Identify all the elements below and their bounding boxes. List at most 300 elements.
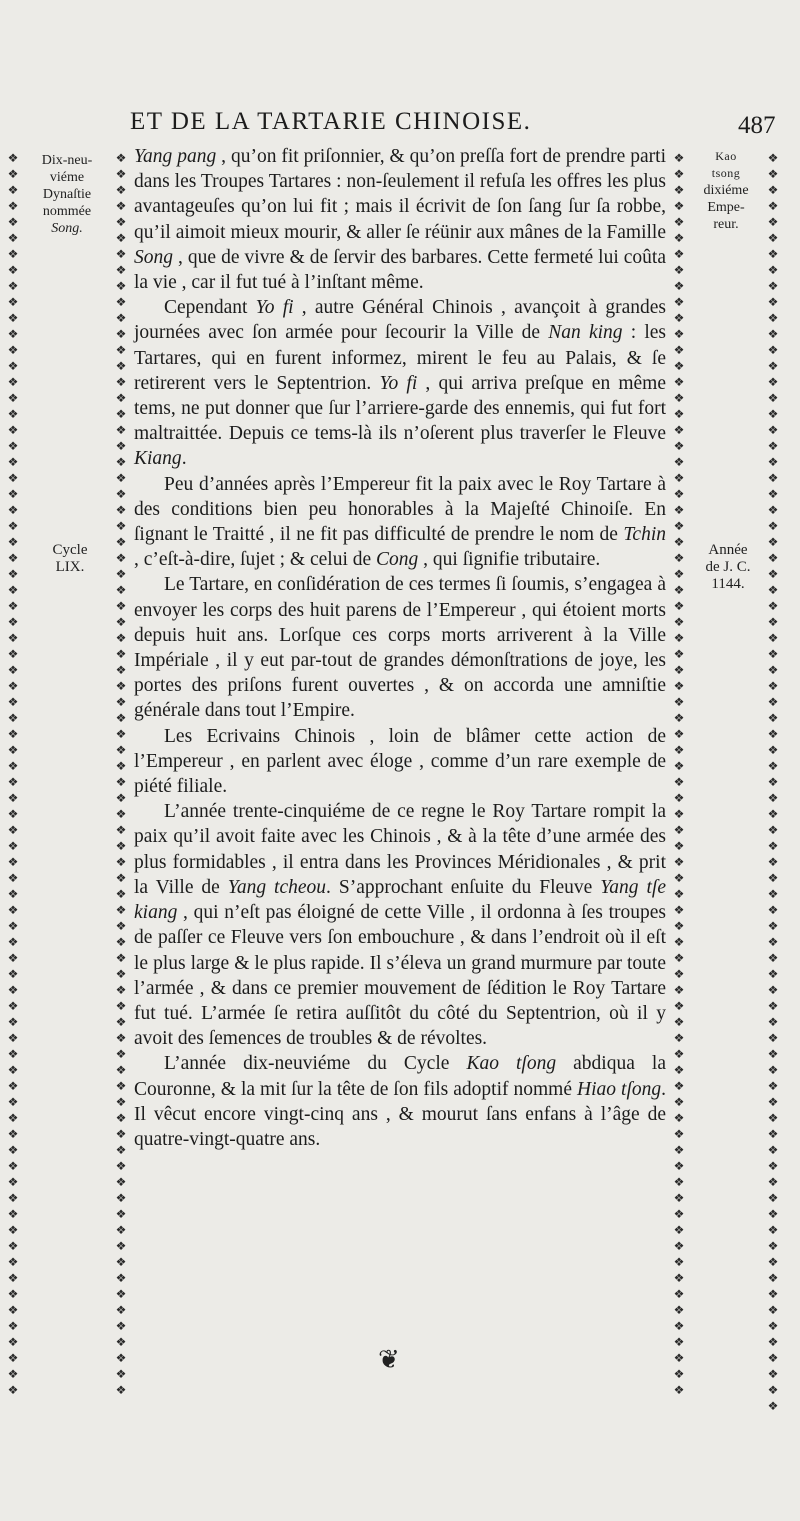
ornament-glyph-icon: ❖	[7, 343, 19, 357]
ornament-glyph-icon: ❖	[115, 791, 127, 805]
ornament-glyph-icon: ❖	[7, 1095, 19, 1109]
ornament-glyph-icon: ❖	[115, 759, 127, 773]
ornament-glyph-icon: ❖	[7, 535, 19, 549]
emperor-line: reur.	[713, 217, 739, 232]
ornament-glyph-icon: ❖	[7, 1079, 19, 1093]
ornament-glyph-icon: ❖	[767, 519, 779, 533]
ornament-glyph-icon: ❖	[767, 679, 779, 693]
ornament-glyph-icon: ❖	[673, 1047, 685, 1061]
italic-term: Song	[134, 246, 173, 268]
ornament-glyph-icon: ❖	[115, 247, 127, 261]
ornament-glyph-icon: ❖	[115, 1079, 127, 1093]
ornament-glyph-icon: ❖	[673, 247, 685, 261]
ornament-glyph-icon: ❖	[767, 1303, 779, 1317]
ornament-glyph-icon: ❖	[7, 423, 19, 437]
ornament-glyph-icon: ❖	[673, 1191, 685, 1205]
italic-term: Tchin	[623, 524, 666, 546]
ornament-glyph-icon: ❖	[115, 1111, 127, 1125]
emperor-line: tsong	[711, 166, 741, 180]
ornament-glyph-icon: ❖	[767, 183, 779, 197]
ornament-glyph-icon: ❖	[673, 535, 685, 549]
ornament-glyph-icon: ❖	[7, 1159, 19, 1173]
ornament-glyph-icon: ❖	[767, 711, 779, 725]
ornament-glyph-icon: ❖	[7, 1191, 19, 1205]
paragraph: L’année trente-cinquiéme de ce regne le Roy Tartare rompit la paix qu’il avoit faite avec les Chinois , & à la tête d’une armée des plus formidables , il entra dans les Provinces Méridionales , & prit la Ville de Yang tcheou. S’approchant enſuite du Fleuve Yang tſe kiang , qui n’eſt pas éloigné de cette Ville , il ordonna à ſes troupes de paſſer ce Fleuve vers ſon embouchure , & dans l’endroit où il eſt le plus large & le plus rapide. Il s’éleva un grand murmure par toute l’armée , & dans ce premier mouvement de ſédition le Roy Tartare fut tué. L’armée ſe retira auſſitôt du côté du Septentrion, où il y avoit des ſemences de troubles & de révoltes.	[134, 801, 666, 1050]
ornament-glyph-icon: ❖	[7, 551, 19, 565]
ornament-glyph-icon: ❖	[673, 1319, 685, 1333]
ornament-glyph-icon: ❖	[673, 823, 685, 837]
ornament-glyph-icon: ❖	[767, 199, 779, 213]
ornament-border-right-inner	[672, 150, 686, 1410]
ornament-glyph-icon: ❖	[767, 647, 779, 661]
ornament-glyph-icon: ❖	[673, 711, 685, 725]
ornament-glyph-icon: ❖	[115, 1143, 127, 1157]
ornament-glyph-icon: ❖	[115, 391, 127, 405]
ornament-glyph-icon: ❖	[7, 199, 19, 213]
italic-term: Nan king	[548, 322, 623, 344]
ornament-glyph-icon: ❖	[673, 375, 685, 389]
ornament-glyph-icon: ❖	[673, 183, 685, 197]
ornament-glyph-icon: ❖	[7, 583, 19, 597]
ornament-glyph-icon: ❖	[767, 279, 779, 293]
ornament-glyph-icon: ❖	[767, 215, 779, 229]
ornament-glyph-icon: ❖	[673, 1223, 685, 1237]
ornament-glyph-icon: ❖	[7, 855, 19, 869]
ornament-glyph-icon: ❖	[115, 631, 127, 645]
ornament-glyph-icon: ❖	[115, 1255, 127, 1269]
ornament-glyph-icon: ❖	[767, 807, 779, 821]
ornament-glyph-icon: ❖	[7, 471, 19, 485]
ornament-glyph-icon: ❖	[767, 1111, 779, 1125]
italic-term: Yo fi	[255, 297, 294, 319]
ornament-glyph-icon: ❖	[115, 599, 127, 613]
ornament-glyph-icon: ❖	[115, 455, 127, 469]
ornament-glyph-icon: ❖	[7, 167, 19, 181]
margin-note-year	[690, 542, 766, 593]
ornament-glyph-icon: ❖	[673, 967, 685, 981]
ornament-glyph-icon: ❖	[767, 631, 779, 645]
ornament-glyph-icon: ❖	[115, 311, 127, 325]
ornament-glyph-icon: ❖	[673, 599, 685, 613]
ornament-glyph-icon: ❖	[673, 919, 685, 933]
ornament-glyph-icon: ❖	[673, 1255, 685, 1269]
ornament-glyph-icon: ❖	[7, 455, 19, 469]
ornament-glyph-icon: ❖	[115, 567, 127, 581]
ornament-glyph-icon: ❖	[767, 1143, 779, 1157]
ornament-glyph-icon: ❖	[767, 551, 779, 565]
ornament-glyph-icon: ❖	[7, 519, 19, 533]
ornament-glyph-icon: ❖	[115, 1351, 127, 1365]
ornament-glyph-icon: ❖	[115, 983, 127, 997]
ornament-glyph-icon: ❖	[767, 263, 779, 277]
ornament-glyph-icon: ❖	[673, 1079, 685, 1093]
ornament-glyph-icon: ❖	[7, 1255, 19, 1269]
ornament-glyph-icon: ❖	[7, 663, 19, 677]
ornament-glyph-icon: ❖	[673, 807, 685, 821]
ornament-glyph-icon: ❖	[7, 295, 19, 309]
ornament-glyph-icon: ❖	[767, 407, 779, 421]
ornament-glyph-icon: ❖	[673, 695, 685, 709]
ornament-glyph-icon: ❖	[7, 1207, 19, 1221]
ornament-glyph-icon: ❖	[767, 1383, 779, 1397]
ornament-glyph-icon: ❖	[673, 903, 685, 917]
ornament-glyph-icon: ❖	[673, 231, 685, 245]
ornament-glyph-icon: ❖	[115, 263, 127, 277]
ornament-glyph-icon: ❖	[115, 823, 127, 837]
ornament-glyph-icon: ❖	[767, 951, 779, 965]
ornament-glyph-icon: ❖	[767, 743, 779, 757]
ornament-glyph-icon: ❖	[767, 919, 779, 933]
ornament-glyph-icon: ❖	[673, 1239, 685, 1253]
ornament-glyph-icon: ❖	[7, 647, 19, 661]
ornament-glyph-icon: ❖	[7, 823, 19, 837]
ornament-glyph-icon: ❖	[673, 1303, 685, 1317]
cycle-line: LIX.	[55, 559, 85, 575]
dynasty-line: Dynaſtie	[42, 187, 92, 202]
ornament-glyph-icon: ❖	[673, 1383, 685, 1397]
ornament-glyph-icon: ❖	[673, 455, 685, 469]
ornament-glyph-icon: ❖	[115, 471, 127, 485]
italic-term: Kao tſong	[466, 1053, 557, 1075]
ornament-glyph-icon: ❖	[7, 743, 19, 757]
emperor-line: Empe-	[707, 200, 745, 215]
ornament-glyph-icon: ❖	[673, 327, 685, 341]
ornament-glyph-icon: ❖	[7, 215, 19, 229]
ornament-glyph-icon: ❖	[115, 519, 127, 533]
emperor-line: dixiéme	[703, 183, 749, 198]
ornament-glyph-icon: ❖	[7, 311, 19, 325]
ornament-glyph-icon: ❖	[115, 679, 127, 693]
ornament-glyph-icon: ❖	[673, 999, 685, 1013]
ornament-glyph-icon: ❖	[115, 183, 127, 197]
ornament-glyph-icon: ❖	[7, 791, 19, 805]
ornament-glyph-icon: ❖	[7, 631, 19, 645]
ornament-glyph-icon: ❖	[7, 1351, 19, 1365]
ornament-glyph-icon: ❖	[7, 967, 19, 981]
ornament-glyph-icon: ❖	[7, 1111, 19, 1125]
dynasty-line: Dix-neu-	[41, 153, 93, 168]
italic-term: Yang tcheou	[227, 876, 327, 898]
ornament-glyph-icon: ❖	[767, 599, 779, 613]
ornament-glyph-icon: ❖	[7, 375, 19, 389]
ornament-glyph-icon: ❖	[115, 743, 127, 757]
ornament-glyph-icon: ❖	[673, 1271, 685, 1285]
margin-note-dynasty	[22, 152, 112, 237]
ornament-glyph-icon: ❖	[115, 727, 127, 741]
ornament-glyph-icon: ❖	[767, 1351, 779, 1365]
italic-term: Hiao tſong	[577, 1078, 662, 1100]
ornament-glyph-icon: ❖	[673, 839, 685, 853]
ornament-glyph-icon: ❖	[115, 711, 127, 725]
ornament-glyph-icon: ❖	[115, 407, 127, 421]
ornament-glyph-icon: ❖	[673, 199, 685, 213]
running-header: ET DE LA TARTARIE CHINOISE.	[130, 108, 532, 135]
ornament-glyph-icon: ❖	[7, 183, 19, 197]
ornament-glyph-icon: ❖	[673, 551, 685, 565]
ornament-glyph-icon: ❖	[673, 1063, 685, 1077]
ornament-glyph-icon: ❖	[767, 1031, 779, 1045]
ornament-glyph-icon: ❖	[7, 279, 19, 293]
ornament-glyph-icon: ❖	[7, 759, 19, 773]
ornament-glyph-icon: ❖	[767, 1287, 779, 1301]
ornament-glyph-icon: ❖	[115, 887, 127, 901]
ornament-glyph-icon: ❖	[7, 887, 19, 901]
year-line: 1144.	[711, 576, 745, 592]
ornament-glyph-icon: ❖	[115, 1031, 127, 1045]
ornament-glyph-icon: ❖	[673, 759, 685, 773]
ornament-glyph-icon: ❖	[767, 903, 779, 917]
ornament-glyph-icon: ❖	[115, 871, 127, 885]
year-line: de J. C.	[705, 559, 751, 575]
ornament-glyph-icon: ❖	[115, 919, 127, 933]
ornament-glyph-icon: ❖	[767, 1335, 779, 1349]
italic-term: Cong	[376, 549, 419, 571]
ornament-glyph-icon: ❖	[115, 1047, 127, 1061]
ornament-glyph-icon: ❖	[767, 567, 779, 581]
ornament-glyph-icon: ❖	[7, 1367, 19, 1381]
ornament-glyph-icon: ❖	[115, 1383, 127, 1397]
ornament-glyph-icon: ❖	[7, 1319, 19, 1333]
ornament-glyph-icon: ❖	[767, 1015, 779, 1029]
ornament-glyph-icon: ❖	[115, 1207, 127, 1221]
ornament-glyph-icon: ❖	[767, 423, 779, 437]
ornament-glyph-icon: ❖	[673, 647, 685, 661]
ornament-glyph-icon: ❖	[7, 1383, 19, 1397]
ornament-glyph-icon: ❖	[115, 199, 127, 213]
ornament-glyph-icon: ❖	[767, 1191, 779, 1205]
ornament-glyph-icon: ❖	[673, 1367, 685, 1381]
ornament-glyph-icon: ❖	[7, 1015, 19, 1029]
ornament-glyph-icon: ❖	[767, 663, 779, 677]
ornament-glyph-icon: ❖	[767, 1127, 779, 1141]
ornament-glyph-icon: ❖	[767, 1159, 779, 1173]
ornament-glyph-icon: ❖	[673, 359, 685, 373]
ornament-glyph-icon: ❖	[7, 727, 19, 741]
page-number: 487	[738, 112, 776, 139]
ornament-glyph-icon: ❖	[7, 999, 19, 1013]
ornament-glyph-icon: ❖	[115, 1367, 127, 1381]
ornament-glyph-icon: ❖	[673, 1015, 685, 1029]
paragraph: Cependant Yo fi , autre Général Chinois , avançoit à grandes journées avec ſon armée pour ſecourir la Ville de Nan king : les Tartares, qui en furent informez, mirent le feu au Palais, & ſe retirerent vers le Septentrion. Yo fi , qui arriva preſque en même tems, ne put donner que ſur l’arriere-garde des ennemis, qui fut fort maltraittée. Depuis ce tems-là ils n’oſerent plus traverſer le Fleuve Kiang.	[134, 297, 667, 470]
ornament-glyph-icon: ❖	[767, 759, 779, 773]
ornament-glyph-icon: ❖	[767, 791, 779, 805]
ornament-glyph-icon: ❖	[115, 1015, 127, 1029]
ornament-glyph-icon: ❖	[673, 279, 685, 293]
ornament-glyph-icon: ❖	[7, 1031, 19, 1045]
ornament-glyph-icon: ❖	[767, 935, 779, 949]
ornament-glyph-icon: ❖	[767, 343, 779, 357]
ornament-glyph-icon: ❖	[115, 215, 127, 229]
ornament-glyph-icon: ❖	[115, 1239, 127, 1253]
ornament-glyph-icon: ❖	[7, 1127, 19, 1141]
ornament-glyph-icon: ❖	[673, 263, 685, 277]
ornament-glyph-icon: ❖	[115, 967, 127, 981]
ornament-glyph-icon: ❖	[767, 503, 779, 517]
ornament-glyph-icon: ❖	[115, 1095, 127, 1109]
ornament-glyph-icon: ❖	[673, 583, 685, 597]
ornament-glyph-icon: ❖	[767, 1047, 779, 1061]
ornament-glyph-icon: ❖	[115, 1127, 127, 1141]
ornament-glyph-icon: ❖	[673, 519, 685, 533]
ornament-glyph-icon: ❖	[767, 1367, 779, 1381]
cycle-line: Cycle	[52, 542, 88, 558]
year-line: Année	[708, 542, 748, 558]
ornament-glyph-icon: ❖	[767, 967, 779, 981]
ornament-glyph-icon: ❖	[767, 823, 779, 837]
ornament-glyph-icon: ❖	[7, 327, 19, 341]
ornament-glyph-icon: ❖	[7, 487, 19, 501]
ornament-glyph-icon: ❖	[767, 391, 779, 405]
ornament-glyph-icon: ❖	[7, 775, 19, 789]
ornament-glyph-icon: ❖	[767, 1207, 779, 1221]
ornament-glyph-icon: ❖	[115, 935, 127, 949]
ornament-glyph-icon: ❖	[673, 1143, 685, 1157]
ornament-glyph-icon: ❖	[767, 1319, 779, 1333]
dynasty-line: nommée	[42, 204, 92, 219]
ornament-glyph-icon: ❖	[673, 743, 685, 757]
ornament-glyph-icon: ❖	[7, 1287, 19, 1301]
ornament-glyph-icon: ❖	[673, 1031, 685, 1045]
ornament-glyph-icon: ❖	[115, 167, 127, 181]
ornament-glyph-icon: ❖	[115, 583, 127, 597]
ornament-glyph-icon: ❖	[115, 999, 127, 1013]
ornament-glyph-icon: ❖	[115, 439, 127, 453]
ornament-glyph-icon: ❖	[115, 855, 127, 869]
ornament-glyph-icon: ❖	[767, 1079, 779, 1093]
dynasty-line: Song.	[51, 221, 83, 236]
italic-term: Yang pang	[134, 146, 217, 167]
ornament-glyph-icon: ❖	[7, 247, 19, 261]
paragraph: Le Tartare, en conſidération de ces termes ſi ſoumis, s’engagea à envoyer les corps des huit parens de l’Empereur , qui étoient morts depuis huit ans. Lorſque ces corps morts arriverent à la Ville Impériale , il y eut par-tout de grandes démonſtrations de joye, les portes des priſons furent ouvertes , & on accorda une amniſtie générale dans tout l’Empire.	[134, 574, 666, 722]
ornament-glyph-icon: ❖	[7, 679, 19, 693]
ornament-glyph-icon: ❖	[7, 951, 19, 965]
fleuron-ornament-icon: ❦	[378, 1345, 400, 1375]
ornament-glyph-icon: ❖	[673, 887, 685, 901]
paragraph: L’année dix-neuviéme du Cycle Kao tſong abdiqua la Couronne, & la mit ſur la tête de ſon fils adoptif nommé Hiao tſong. Il vêcut encore vingt-cinq ans , & mourut ſans enfans à l’âge de quatre-vingt-quatre ans.	[134, 1053, 666, 1150]
ornament-glyph-icon: ❖	[767, 487, 779, 501]
ornament-glyph-icon: ❖	[673, 151, 685, 165]
ornament-glyph-icon: ❖	[673, 871, 685, 885]
ornament-glyph-icon: ❖	[115, 807, 127, 821]
ornament-glyph-icon: ❖	[115, 951, 127, 965]
ornament-glyph-icon: ❖	[767, 535, 779, 549]
ornament-glyph-icon: ❖	[7, 1239, 19, 1253]
ornament-border-left-inner	[114, 150, 128, 1400]
ornament-glyph-icon: ❖	[7, 1175, 19, 1189]
ornament-glyph-icon: ❖	[673, 1095, 685, 1109]
paragraph: Peu d’années après l’Empereur fit la paix avec le Roy Tartare à des conditions bien peu honorables à la Majeſté Chinoiſe. En ſignant le Traitté , il ne fit pas difficulté de prendre le nom de Tchin , c’eſt-à-dire, ſujet ; & celui de Cong , qui ſignifie tributaire.	[134, 473, 666, 571]
ornament-glyph-icon: ❖	[767, 359, 779, 373]
ornament-glyph-icon: ❖	[7, 359, 19, 373]
paragraph: Yang pang , qu’on fit priſonnier, & qu’on preſſa fort de prendre parti dans les Troupes Tartares : non-ſeulement il refuſa les offres les plus avantageuſes qu’on lui fit ; mais il écrivit de ſon ſang ſur ſa robbe, qu’il aimoit mieux mourir, & aller ſe réünir aux mânes de la Famille Song , que de vivre & de ſervir des barbares. Cette fermeté lui coûta la vie , car il fut tué à l’inſtant même.	[134, 146, 666, 294]
ornament-glyph-icon: ❖	[673, 1175, 685, 1189]
ornament-glyph-icon: ❖	[115, 1175, 127, 1189]
ornament-glyph-icon: ❖	[7, 439, 19, 453]
ornament-glyph-icon: ❖	[7, 1223, 19, 1237]
emperor-line: Kao	[715, 149, 737, 163]
ornament-glyph-icon: ❖	[115, 359, 127, 373]
ornament-glyph-icon: ❖	[7, 1335, 19, 1349]
margin-note-emperor	[688, 148, 764, 233]
italic-term: Kiang	[134, 448, 182, 470]
ornament-glyph-icon: ❖	[767, 311, 779, 325]
ornament-glyph-icon: ❖	[673, 471, 685, 485]
ornament-glyph-icon: ❖	[7, 1047, 19, 1061]
ornament-glyph-icon: ❖	[115, 647, 127, 661]
ornament-glyph-icon: ❖	[115, 279, 127, 293]
ornament-glyph-icon: ❖	[767, 1239, 779, 1253]
ornament-glyph-icon: ❖	[7, 903, 19, 917]
ornament-glyph-icon: ❖	[767, 471, 779, 485]
ornament-glyph-icon: ❖	[673, 679, 685, 693]
ornament-glyph-icon: ❖	[767, 1063, 779, 1077]
ornament-glyph-icon: ❖	[673, 1207, 685, 1221]
ornament-glyph-icon: ❖	[767, 839, 779, 853]
ornament-glyph-icon: ❖	[767, 1175, 779, 1189]
ornament-glyph-icon: ❖	[673, 487, 685, 501]
ornament-glyph-icon: ❖	[767, 695, 779, 709]
ornament-glyph-icon: ❖	[767, 1255, 779, 1269]
ornament-glyph-icon: ❖	[673, 983, 685, 997]
ornament-glyph-icon: ❖	[767, 439, 779, 453]
ornament-glyph-icon: ❖	[7, 151, 19, 165]
ornament-glyph-icon: ❖	[673, 1111, 685, 1125]
ornament-glyph-icon: ❖	[673, 567, 685, 581]
ornament-glyph-icon: ❖	[115, 295, 127, 309]
ornament-glyph-icon: ❖	[673, 295, 685, 309]
ornament-glyph-icon: ❖	[115, 487, 127, 501]
ornament-glyph-icon: ❖	[673, 663, 685, 677]
ornament-glyph-icon: ❖	[115, 375, 127, 389]
ornament-glyph-icon: ❖	[115, 1271, 127, 1285]
ornament-glyph-icon: ❖	[767, 1271, 779, 1285]
ornament-glyph-icon: ❖	[767, 295, 779, 309]
ornament-glyph-icon: ❖	[673, 727, 685, 741]
ornament-glyph-icon: ❖	[7, 263, 19, 277]
ornament-glyph-icon: ❖	[673, 1159, 685, 1173]
ornament-glyph-icon: ❖	[7, 711, 19, 725]
ornament-glyph-icon: ❖	[673, 407, 685, 421]
ornament-glyph-icon: ❖	[115, 1287, 127, 1301]
ornament-glyph-icon: ❖	[115, 615, 127, 629]
ornament-glyph-icon: ❖	[767, 1095, 779, 1109]
ornament-glyph-icon: ❖	[767, 375, 779, 389]
ornament-glyph-icon: ❖	[115, 1223, 127, 1237]
ornament-glyph-icon: ❖	[673, 215, 685, 229]
ornament-glyph-icon: ❖	[673, 855, 685, 869]
ornament-glyph-icon: ❖	[7, 1303, 19, 1317]
ornament-glyph-icon: ❖	[115, 231, 127, 245]
ornament-glyph-icon: ❖	[115, 1063, 127, 1077]
ornament-glyph-icon: ❖	[115, 551, 127, 565]
paragraph: Les Ecrivains Chinois , loin de blâmer cette action de l’Empereur , en parlent avec éloge , comme d’un rare exemple de piété filiale.	[134, 725, 666, 798]
ornament-glyph-icon: ❖	[7, 231, 19, 245]
ornament-glyph-icon: ❖	[673, 1351, 685, 1365]
ornament-glyph-icon: ❖	[7, 695, 19, 709]
ornament-glyph-icon: ❖	[115, 1191, 127, 1205]
ornament-glyph-icon: ❖	[673, 391, 685, 405]
ornament-glyph-icon: ❖	[7, 1143, 19, 1157]
ornament-glyph-icon: ❖	[673, 791, 685, 805]
ornament-glyph-icon: ❖	[673, 311, 685, 325]
ornament-glyph-icon: ❖	[673, 1127, 685, 1141]
ornament-glyph-icon: ❖	[115, 695, 127, 709]
ornament-glyph-icon: ❖	[115, 1319, 127, 1333]
ornament-glyph-icon: ❖	[7, 935, 19, 949]
ornament-glyph-icon: ❖	[673, 615, 685, 629]
ornament-glyph-icon: ❖	[767, 871, 779, 885]
ornament-glyph-icon: ❖	[7, 567, 19, 581]
